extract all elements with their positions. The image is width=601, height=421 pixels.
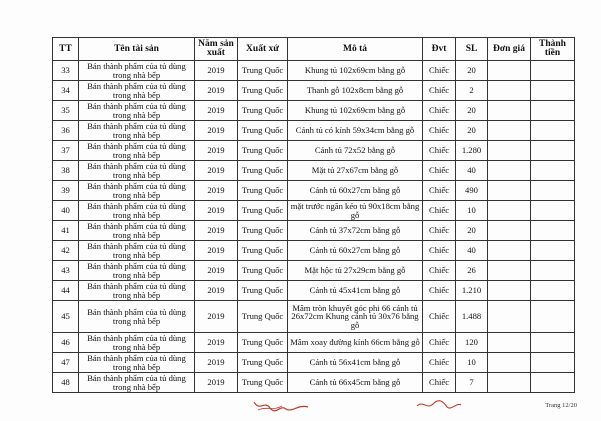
cell-total bbox=[531, 353, 575, 373]
cell-desc: Cánh tủ 45x41cm bằng gỗ bbox=[288, 281, 423, 301]
cell-tt: 37 bbox=[53, 141, 79, 161]
cell-price bbox=[488, 281, 531, 301]
cell-tt: 47 bbox=[53, 353, 79, 373]
cell-origin: Trung Quốc bbox=[238, 181, 288, 201]
cell-year: 2019 bbox=[195, 261, 238, 281]
cell-total bbox=[531, 301, 575, 333]
cell-name: Bán thành phẩm của tủ dùng trong nhà bếp bbox=[79, 333, 195, 353]
cell-origin: Trung Quốc bbox=[238, 201, 288, 221]
cell-qty: 1.488 bbox=[456, 301, 488, 333]
cell-year: 2019 bbox=[195, 241, 238, 261]
cell-total bbox=[531, 61, 575, 81]
table-header-row bbox=[53, 38, 575, 61]
table-row bbox=[53, 353, 575, 373]
header-year: Năm sản xuất bbox=[195, 38, 238, 61]
table-row bbox=[53, 221, 575, 241]
cell-unit: Chiếc bbox=[423, 281, 456, 301]
header-desc: Mô tả bbox=[288, 38, 423, 61]
cell-qty: 40 bbox=[456, 241, 488, 261]
cell-year: 2019 bbox=[195, 333, 238, 353]
cell-name: Bán thành phẩm của tủ dùng trong nhà bếp bbox=[79, 373, 195, 393]
cell-price bbox=[488, 61, 531, 81]
cell-desc: Cánh tủ 37x72cm bằng gỗ bbox=[288, 221, 423, 241]
cell-name: Bán thành phẩm của tủ dùng trong nhà bếp bbox=[79, 241, 195, 261]
table-row bbox=[53, 121, 575, 141]
cell-year: 2019 bbox=[195, 81, 238, 101]
cell-origin: Trung Quốc bbox=[238, 61, 288, 81]
cell-price bbox=[488, 161, 531, 181]
cell-year: 2019 bbox=[195, 373, 238, 393]
header-total: Thành tiền bbox=[531, 38, 575, 61]
cell-total bbox=[531, 181, 575, 201]
table-row bbox=[53, 101, 575, 121]
cell-origin: Trung Quốc bbox=[238, 373, 288, 393]
cell-desc: Khung tủ 102x69cm bằng gỗ bbox=[288, 101, 423, 121]
cell-tt: 33 bbox=[53, 61, 79, 81]
header-tt: TT bbox=[53, 38, 79, 61]
cell-year: 2019 bbox=[195, 301, 238, 333]
cell-year: 2019 bbox=[195, 161, 238, 181]
cell-total bbox=[531, 81, 575, 101]
cell-tt: 39 bbox=[53, 181, 79, 201]
cell-desc: Cánh tủ 60x27cm bằng gỗ bbox=[288, 241, 423, 261]
table-row bbox=[53, 161, 575, 181]
cell-tt: 46 bbox=[53, 333, 79, 353]
cell-qty: 20 bbox=[456, 221, 488, 241]
cell-desc: Cánh tủ 60x27cm bằng gỗ bbox=[288, 181, 423, 201]
cell-unit: Chiếc bbox=[423, 201, 456, 221]
cell-qty: 20 bbox=[456, 61, 488, 81]
cell-desc: mặt trước ngăn kéo tủ 90x18cm bằng gỗ bbox=[288, 201, 423, 221]
cell-qty: 7 bbox=[456, 373, 488, 393]
cell-origin: Trung Quốc bbox=[238, 333, 288, 353]
cell-unit: Chiếc bbox=[423, 353, 456, 373]
cell-total bbox=[531, 281, 575, 301]
cell-name: Bán thành phẩm của tủ dùng trong nhà bếp bbox=[79, 101, 195, 121]
cell-tt: 40 bbox=[53, 201, 79, 221]
table-row bbox=[53, 281, 575, 301]
header-name: Tên tài sản bbox=[79, 38, 195, 61]
cell-price bbox=[488, 353, 531, 373]
cell-total bbox=[531, 161, 575, 181]
cell-year: 2019 bbox=[195, 121, 238, 141]
cell-year: 2019 bbox=[195, 101, 238, 121]
cell-desc: Cánh tủ có kính 59x34cm bằng gỗ bbox=[288, 121, 423, 141]
cell-desc: Mâm xoay đường kính 66cm bằng gỗ bbox=[288, 333, 423, 353]
cell-desc: Khung tủ 102x69cm bằng gỗ bbox=[288, 61, 423, 81]
cell-qty: 1.210 bbox=[456, 281, 488, 301]
cell-name: Bán thành phẩm của tủ dùng trong nhà bếp bbox=[79, 301, 195, 333]
cell-unit: Chiếc bbox=[423, 181, 456, 201]
cell-desc: Cánh tủ 72x52 bằng gỗ bbox=[288, 141, 423, 161]
cell-name: Bán thành phẩm của tủ dùng trong nhà bếp bbox=[79, 261, 195, 281]
header-unit: Đvt bbox=[423, 38, 456, 61]
cell-desc: Mặt hộc tủ 27x29cm bằng gỗ bbox=[288, 261, 423, 281]
cell-name: Bán thành phẩm của tủ dùng trong nhà bếp bbox=[79, 281, 195, 301]
cell-origin: Trung Quốc bbox=[238, 81, 288, 101]
cell-origin: Trung Quốc bbox=[238, 301, 288, 333]
cell-name: Bán thành phẩm của tủ dùng trong nhà bếp bbox=[79, 161, 195, 181]
cell-total bbox=[531, 221, 575, 241]
cell-qty: 10 bbox=[456, 201, 488, 221]
cell-tt: 43 bbox=[53, 261, 79, 281]
cell-price bbox=[488, 181, 531, 201]
signature-left bbox=[252, 398, 310, 414]
cell-price bbox=[488, 121, 531, 141]
cell-desc: Mặt tủ 27x67cm bằng gỗ bbox=[288, 161, 423, 181]
table-row bbox=[53, 81, 575, 101]
cell-tt: 42 bbox=[53, 241, 79, 261]
table-row bbox=[53, 261, 575, 281]
cell-unit: Chiếc bbox=[423, 81, 456, 101]
cell-unit: Chiếc bbox=[423, 261, 456, 281]
cell-origin: Trung Quốc bbox=[238, 121, 288, 141]
cell-tt: 36 bbox=[53, 121, 79, 141]
cell-price bbox=[488, 101, 531, 121]
cell-origin: Trung Quốc bbox=[238, 141, 288, 161]
cell-qty: 20 bbox=[456, 121, 488, 141]
cell-total bbox=[531, 141, 575, 161]
cell-total bbox=[531, 333, 575, 353]
table-row bbox=[53, 141, 575, 161]
cell-year: 2019 bbox=[195, 281, 238, 301]
cell-qty: 26 bbox=[456, 261, 488, 281]
page-number: Trang 12/20 bbox=[545, 402, 577, 409]
cell-year: 2019 bbox=[195, 61, 238, 81]
cell-total bbox=[531, 241, 575, 261]
cell-unit: Chiếc bbox=[423, 141, 456, 161]
cell-price bbox=[488, 201, 531, 221]
cell-qty: 120 bbox=[456, 333, 488, 353]
cell-qty: 10 bbox=[456, 353, 488, 373]
cell-year: 2019 bbox=[195, 181, 238, 201]
cell-total bbox=[531, 261, 575, 281]
table-row bbox=[53, 61, 575, 81]
cell-price bbox=[488, 333, 531, 353]
cell-unit: Chiếc bbox=[423, 373, 456, 393]
cell-desc: Mâm tròn khuyết góc phi 66 cánh tủ 26x72cm Khung cánh tủ 30x76 bằng gỗ bbox=[288, 301, 423, 333]
table-row bbox=[53, 373, 575, 393]
table-row bbox=[53, 201, 575, 221]
cell-origin: Trung Quốc bbox=[238, 161, 288, 181]
cell-total bbox=[531, 201, 575, 221]
cell-tt: 38 bbox=[53, 161, 79, 181]
cell-unit: Chiếc bbox=[423, 301, 456, 333]
table-row bbox=[53, 333, 575, 353]
cell-origin: Trung Quốc bbox=[238, 241, 288, 261]
header-price: Đơn giá bbox=[488, 38, 531, 61]
cell-tt: 41 bbox=[53, 221, 79, 241]
cell-qty: 2 bbox=[456, 81, 488, 101]
cell-name: Bán thành phẩm của tủ dùng trong nhà bếp bbox=[79, 61, 195, 81]
cell-name: Bán thành phẩm của tủ dùng trong nhà bếp bbox=[79, 81, 195, 101]
cell-name: Bán thành phẩm của tủ dùng trong nhà bếp bbox=[79, 201, 195, 221]
cell-price bbox=[488, 221, 531, 241]
cell-price bbox=[488, 141, 531, 161]
cell-year: 2019 bbox=[195, 141, 238, 161]
table-row bbox=[53, 301, 575, 333]
cell-origin: Trung Quốc bbox=[238, 101, 288, 121]
cell-desc: Cánh tủ 56x41cm bằng gỗ bbox=[288, 353, 423, 373]
cell-name: Bán thành phẩm của tủ dùng trong nhà bếp bbox=[79, 221, 195, 241]
cell-price bbox=[488, 301, 531, 333]
cell-name: Bán thành phẩm của tủ dùng trong nhà bếp bbox=[79, 121, 195, 141]
cell-price bbox=[488, 373, 531, 393]
cell-name: Bán thành phẩm của tủ dùng trong nhà bếp bbox=[79, 353, 195, 373]
signature-right bbox=[415, 398, 463, 412]
table-row bbox=[53, 241, 575, 261]
header-origin: Xuất xứ bbox=[238, 38, 288, 61]
cell-unit: Chiếc bbox=[423, 241, 456, 261]
cell-unit: Chiếc bbox=[423, 221, 456, 241]
cell-origin: Trung Quốc bbox=[238, 353, 288, 373]
cell-year: 2019 bbox=[195, 221, 238, 241]
cell-year: 2019 bbox=[195, 353, 238, 373]
cell-name: Bán thành phẩm của tủ dùng trong nhà bếp bbox=[79, 141, 195, 161]
cell-unit: Chiếc bbox=[423, 333, 456, 353]
cell-unit: Chiếc bbox=[423, 101, 456, 121]
header-qty: SL bbox=[456, 38, 488, 61]
cell-origin: Trung Quốc bbox=[238, 221, 288, 241]
cell-unit: Chiếc bbox=[423, 161, 456, 181]
asset-table bbox=[52, 37, 575, 393]
cell-origin: Trung Quốc bbox=[238, 261, 288, 281]
cell-qty: 20 bbox=[456, 101, 488, 121]
cell-total bbox=[531, 373, 575, 393]
cell-qty: 40 bbox=[456, 161, 488, 181]
cell-total bbox=[531, 101, 575, 121]
cell-tt: 44 bbox=[53, 281, 79, 301]
cell-year: 2019 bbox=[195, 201, 238, 221]
cell-total bbox=[531, 121, 575, 141]
cell-tt: 34 bbox=[53, 81, 79, 101]
cell-unit: Chiếc bbox=[423, 121, 456, 141]
cell-desc: Cánh tủ 66x45cm bằng gỗ bbox=[288, 373, 423, 393]
cell-price bbox=[488, 261, 531, 281]
table-row bbox=[53, 181, 575, 201]
cell-price bbox=[488, 81, 531, 101]
cell-origin: Trung Quốc bbox=[238, 281, 288, 301]
cell-tt: 48 bbox=[53, 373, 79, 393]
cell-tt: 45 bbox=[53, 301, 79, 333]
cell-qty: 490 bbox=[456, 181, 488, 201]
cell-unit: Chiếc bbox=[423, 61, 456, 81]
cell-price bbox=[488, 241, 531, 261]
cell-name: Bán thành phẩm của tủ dùng trong nhà bếp bbox=[79, 181, 195, 201]
cell-qty: 1.280 bbox=[456, 141, 488, 161]
cell-desc: Thanh gỗ 102x8cm bằng gỗ bbox=[288, 81, 423, 101]
cell-tt: 35 bbox=[53, 101, 79, 121]
